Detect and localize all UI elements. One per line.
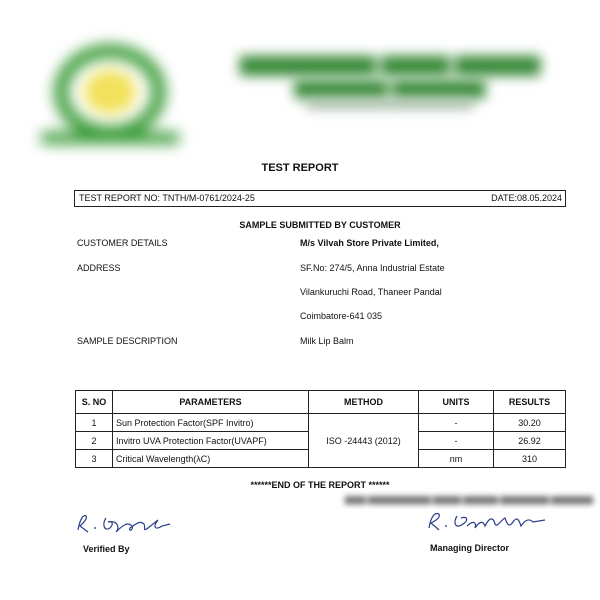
report-title: TEST REPORT [261,162,339,174]
row-units: - [419,432,494,450]
address-line: SF.No: 274/5, Anna Industrial Estate [300,263,445,273]
sample-description-value: Milk Lip Balm [300,336,354,346]
row-parameter: Invitro UVA Protection Factor(UVAPF) [113,432,309,450]
address-line: Vilankuruchi Road, Thaneer Pandal [300,287,442,297]
report-number-bar [74,190,566,207]
column-header: PARAMETERS [113,391,309,414]
row-units: nm [419,450,494,468]
row-method: ISO -24443 (2012) [309,414,419,468]
row-sno: 1 [76,414,113,432]
verified-by-label: Verified By [83,544,130,554]
row-sno: 3 [76,450,113,468]
column-header: METHOD [309,391,419,414]
report-date: DATE:08.05.2024 [491,193,562,203]
column-header: UNITS [419,391,494,414]
managing-director-label: Managing Director [430,543,510,553]
row-parameter: Sun Protection Factor(SPF Invitro) [113,414,309,432]
sample-description-label: SAMPLE DESCRIPTION [77,336,178,346]
company-logo [40,40,180,150]
column-header: S. NO [76,391,113,414]
row-result: 26.92 [494,432,566,450]
report-number: TEST REPORT NO: TNTH/M-0761/2024-25 [79,193,255,203]
results-table [75,390,566,468]
row-result: 310 [494,450,566,468]
row-result: 30.20 [494,414,566,432]
column-header: RESULTS [494,391,566,414]
end-of-report-note: ******END OF THE REPORT ****** [250,480,390,490]
row-sno: 2 [76,432,113,450]
customer-details-label: CUSTOMER DETAILS [77,238,168,248]
table-row [76,414,566,432]
sample-heading: SAMPLE SUBMITTED BY CUSTOMER [239,220,401,230]
customer-details-value: M/s Vilvah Store Private Limited, [300,238,439,248]
row-units: - [419,414,494,432]
director-signature [423,508,553,536]
verifier-signature [72,510,182,536]
signatory-company-line: ▆▆▆ ▆▆▆▆▆▆▆▆▆ ▆▆▆▆ ▆▆▆▆▆ ▆▆▆▆▆▆▆ ▆▆▆▆▆▆ [345,494,593,504]
row-parameter: Critical Wavelength(λC) [113,450,309,468]
table-header-row [76,391,566,414]
letterhead-name-line1: ▆▆▆▆▆▆▆▆ ▆▆▆▆ ▆▆▆▆▆ [240,50,540,75]
address-line: Coimbatore-641 035 [300,311,383,321]
letterhead-name-line2: ▆▆▆▆▆▆ ▆▆▆▆▆▆ [294,76,486,98]
letterhead-website: ▆▆▆▆▆▆▆▆▆▆▆▆▆▆▆▆▆▆▆▆▆▆▆▆ [306,98,474,108]
address-label: ADDRESS [77,263,121,273]
